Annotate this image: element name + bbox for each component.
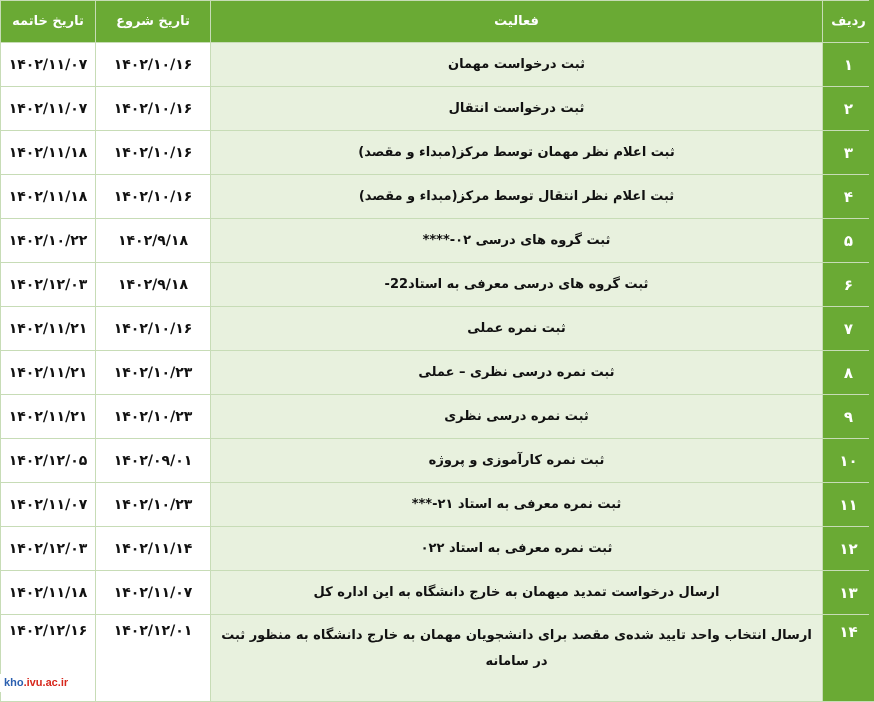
activity-cell: ارسال انتخاب واحد تایید شده‌ی مقصد برای دانشجویان مهمان به خارج دانشگاه به منظور ثبت در سامانه (211, 615, 823, 702)
end-date-cell: ۱۴۰۲/۱۱/۰۷ (1, 43, 96, 87)
activity-cell: ثبت نمره عملی (211, 307, 823, 351)
table-row (1, 131, 874, 175)
start-date-cell: ۱۴۰۲/۱۰/۱۶ (96, 43, 211, 87)
start-date-cell: ۱۴۰۲/۱۰/۲۳ (96, 395, 211, 439)
header-start-date: تاریخ شروع (96, 1, 211, 43)
end-date-cell: ۱۴۰۲/۱۱/۲۱ (1, 307, 96, 351)
activity-cell: ارسال درخواست تمدید میهمان به خارج دانشگاه به این اداره کل (211, 571, 823, 615)
end-date-cell: ۱۴۰۲/۱۲/۰۳ (1, 263, 96, 307)
end-date-cell: ۱۴۰۲/۱۱/۱۸ (1, 175, 96, 219)
start-date-cell: ۱۴۰۲/۰۹/۰۱ (96, 439, 211, 483)
start-date-cell: ۱۴۰۲/۱۰/۲۳ (96, 483, 211, 527)
activity-cell: ثبت اعلام نظر انتقال توسط مرکز(مبداء و مقصد) (211, 175, 823, 219)
activity-cell: ثبت نمره درسی نظری (211, 395, 823, 439)
watermark-domain: .ivu.ac.ir (24, 677, 69, 689)
start-date-cell: ۱۴۰۲/۱۲/۰۱ (96, 615, 211, 702)
table-row (1, 351, 874, 395)
start-date-cell: ۱۴۰۲/۹/۱۸ (96, 263, 211, 307)
end-date-cell: ۱۴۰۲/۱۲/۰۵ (1, 439, 96, 483)
row-number-cell: ۱ (823, 43, 874, 87)
activity-cell: ثبت نمره معرفی به استاد ۲۱-*** (211, 483, 823, 527)
activity-cell: ثبت درخواست مهمان (211, 43, 823, 87)
start-date-cell: ۱۴۰۲/۱۰/۱۶ (96, 175, 211, 219)
table-row (1, 175, 874, 219)
end-date-cell: ۱۴۰۲/۱۱/۱۸ (1, 571, 96, 615)
start-date-cell: ۱۴۰۲/۱۱/۱۴ (96, 527, 211, 571)
end-date-cell: ۱۴۰۲/۱۲/۱۶ (1, 615, 96, 702)
watermark-prefix: kho (4, 677, 24, 689)
row-number-cell: ۲ (823, 87, 874, 131)
activity-cell: ثبت نمره درسی نظری – عملی (211, 351, 823, 395)
end-date-cell: ۱۴۰۲/۱۰/۲۲ (1, 219, 96, 263)
end-date-cell: ۱۴۰۲/۱۱/۰۷ (1, 483, 96, 527)
row-number-cell: ۱۲ (823, 527, 874, 571)
start-date-cell: ۱۴۰۲/۱۰/۱۶ (96, 307, 211, 351)
end-date-cell: ۱۴۰۲/۱۱/۰۷ (1, 87, 96, 131)
row-number-cell: ۴ (823, 175, 874, 219)
row-number-cell: ۶ (823, 263, 874, 307)
row-number-cell: ۹ (823, 395, 874, 439)
row-number-cell: ۸ (823, 351, 874, 395)
table-row (1, 219, 874, 263)
row-number-cell: ۳ (823, 131, 874, 175)
table-row (1, 263, 874, 307)
header-row-number: ردیف (823, 1, 874, 43)
header-activity: فعالیت (211, 1, 823, 43)
end-date-cell: ۱۴۰۲/۱۲/۰۳ (1, 527, 96, 571)
table-row (1, 307, 874, 351)
site-watermark (0, 674, 88, 692)
start-date-cell: ۱۴۰۲/۱۰/۱۶ (96, 131, 211, 175)
table-row (1, 527, 874, 571)
table-row (1, 43, 874, 87)
activity-cell: ثبت درخواست انتقال (211, 87, 823, 131)
table-row (1, 571, 874, 615)
row-number-cell: ۵ (823, 219, 874, 263)
right-border-strip (869, 0, 874, 699)
start-date-cell: ۱۴۰۲/۱۱/۰۷ (96, 571, 211, 615)
table-row (1, 439, 874, 483)
end-date-cell: ۱۴۰۲/۱۱/۱۸ (1, 131, 96, 175)
end-date-cell: ۱۴۰۲/۱۱/۲۱ (1, 395, 96, 439)
table-row (1, 483, 874, 527)
start-date-cell: ۱۴۰۲/۹/۱۸ (96, 219, 211, 263)
activity-cell: ثبت گروه های درسی معرفی به استاد22- (211, 263, 823, 307)
activity-cell: ثبت اعلام نظر مهمان توسط مرکز(مبداء و مقصد) (211, 131, 823, 175)
activity-cell: ثبت گروه های درسی ۰۲-**** (211, 219, 823, 263)
table-row (1, 615, 874, 702)
header-end-date: تاریخ خاتمه (1, 1, 96, 43)
table-row (1, 87, 874, 131)
activity-cell: ثبت نمره کارآموزی و پروژه (211, 439, 823, 483)
row-number-cell: ۱۴ (823, 615, 874, 702)
row-number-cell: ۱۳ (823, 571, 874, 615)
row-number-cell: ۷ (823, 307, 874, 351)
table-row (1, 395, 874, 439)
row-number-cell: ۱۰ (823, 439, 874, 483)
end-date-cell: ۱۴۰۲/۱۱/۲۱ (1, 351, 96, 395)
activity-cell: ثبت نمره معرفی به استاد ۰۲۲ (211, 527, 823, 571)
row-number-cell: ۱۱ (823, 483, 874, 527)
start-date-cell: ۱۴۰۲/۱۰/۲۳ (96, 351, 211, 395)
start-date-cell: ۱۴۰۲/۱۰/۱۶ (96, 87, 211, 131)
header-row (1, 1, 874, 43)
